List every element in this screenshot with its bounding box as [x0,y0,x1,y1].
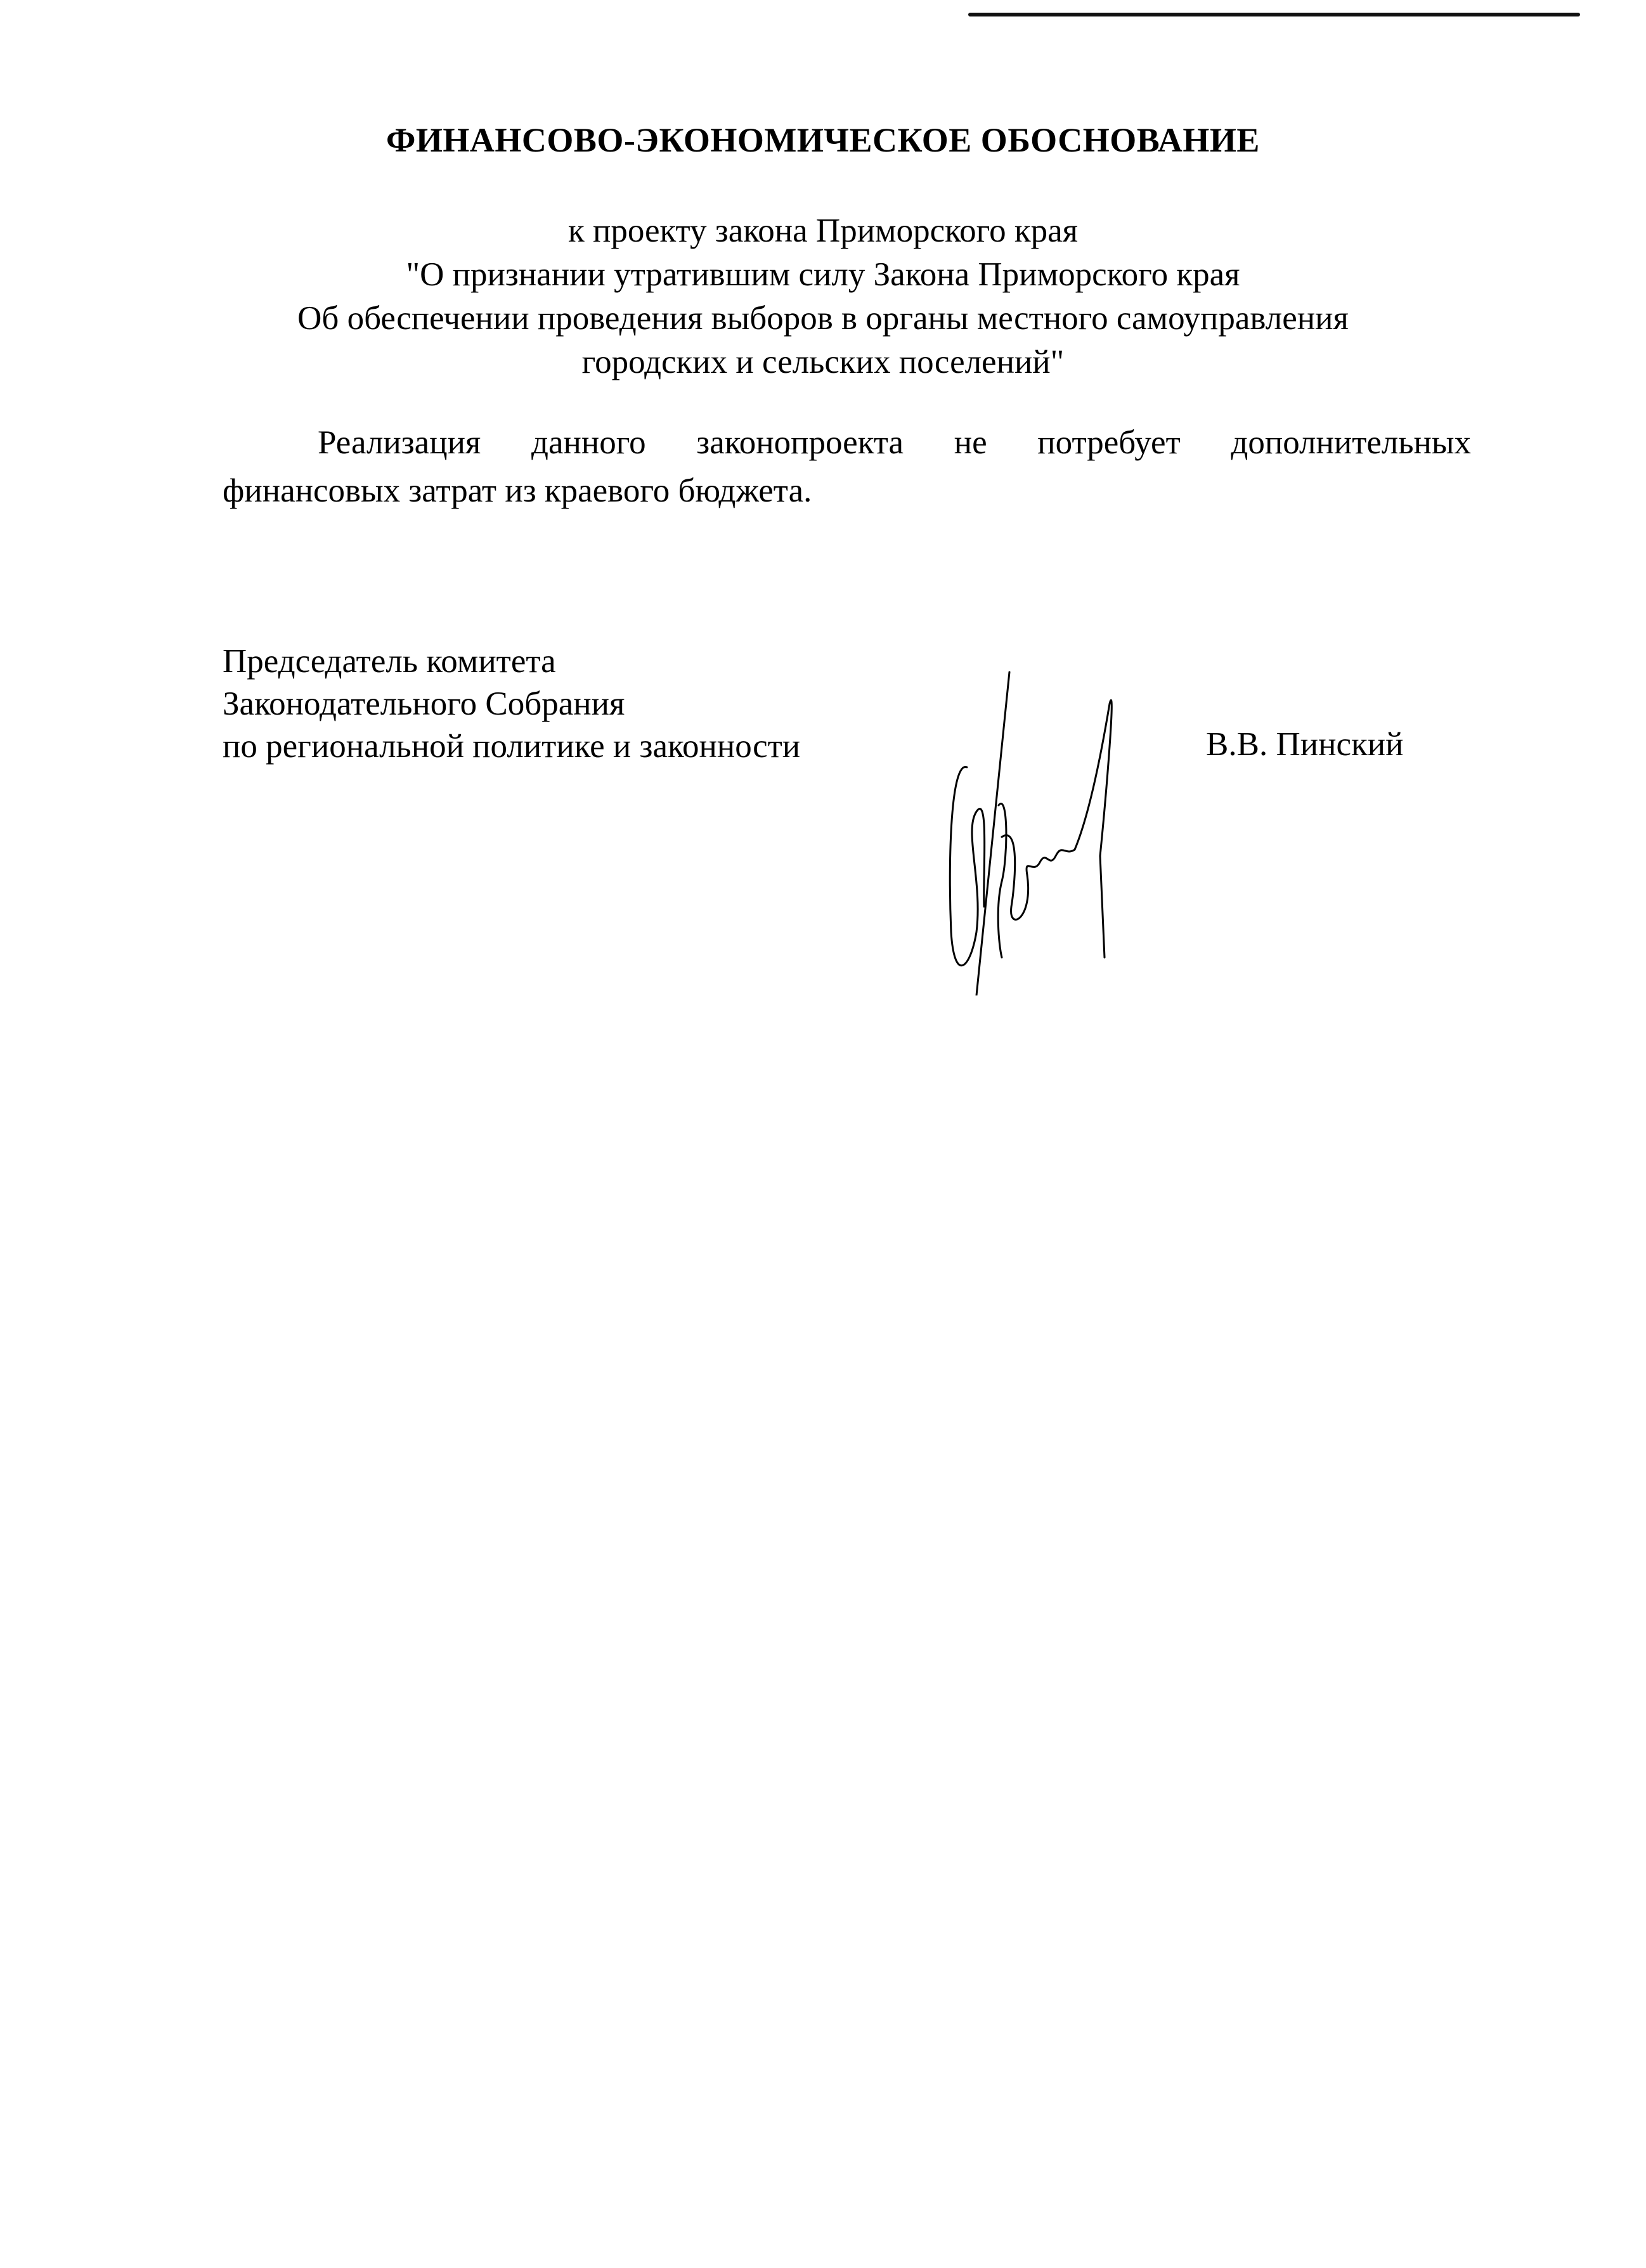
subtitle-line: городских и сельских поселений" [581,344,1065,380]
body-line: Реализация данного законопроекта не потребует дополнительных [318,424,1471,461]
subtitle-line: Об обеспечении проведения выборов в органы местного самоуправления [297,300,1349,337]
position-line: Законодательного Собрания [223,685,625,722]
body-paragraph [223,418,1471,515]
subtitle-line: к проекту закона Приморского края [567,212,1079,249]
position-line: Председатель комитета [223,643,556,680]
scan-top-line [968,13,1580,16]
signatory-position [223,640,800,768]
handwritten-signature [938,666,1192,995]
subtitle-line: "О признании утратившим силу Закона Приморского края [406,256,1240,293]
position-line: по региональной политике и законности [223,728,801,765]
document-title: ФИНАНСОВО-ЭКОНОМИЧЕСКОЕ ОБОСНОВАНИЕ [386,121,1260,159]
body-line: финансовых затрат из краевого бюджета. [223,472,812,509]
signatory-name: В.В. Пинский [1206,726,1404,763]
